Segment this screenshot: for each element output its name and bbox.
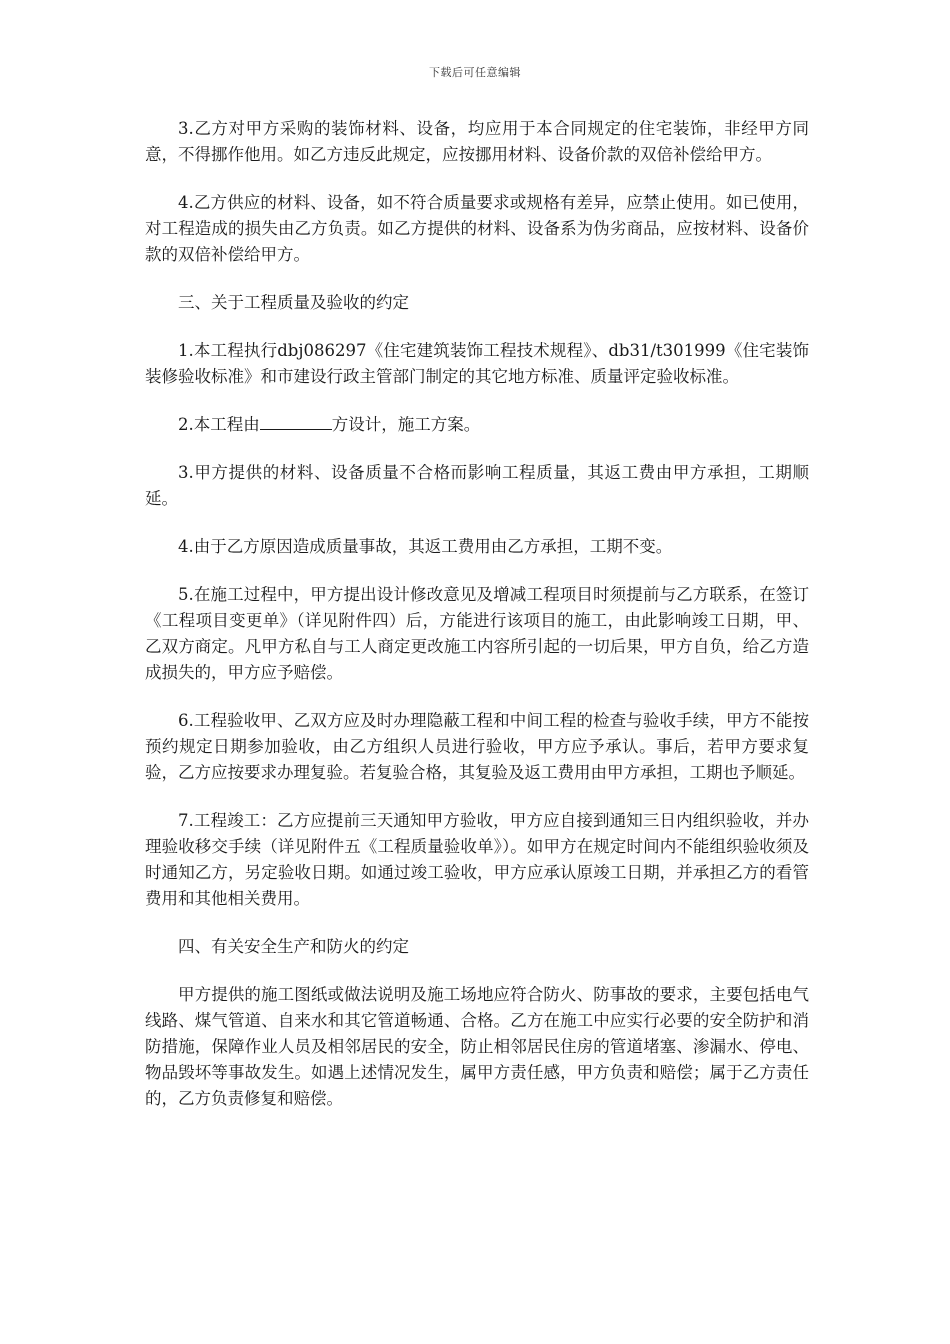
item-2-text-before: 2.本工程由 xyxy=(178,415,260,434)
section-3-item-6: 6.工程验收甲、乙双方应及时办理隐蔽工程和中间工程的检查与验收手续，甲方不能按预约规定日期参加验收，由乙方组织人员进行验收，甲方应予承认。事后，若甲方要求复验，乙方应按要求办理复验。若复验合格，其复验及返工费用由甲方承担，工期也予顺延。 xyxy=(145,711,809,782)
section-3-item-2 xyxy=(145,412,809,438)
paragraph-materials-4: 4.乙方供应的材料、设备，如不符合质量要求或规格有差异，应禁止使用。如已使用，对工程造成的损失由乙方负责。如乙方提供的材料、设备系为伪劣商品，应按材料、设备价款的双倍补偿给甲方。 xyxy=(145,193,809,264)
paragraph-materials-3: 3.乙方对甲方采购的装饰材料、设备，均应用于本合同规定的住宅装饰，非经甲方同意，不得挪作他用。如乙方违反此规定，应按挪用材料、设备价款的双倍补偿给甲方。 xyxy=(145,119,809,164)
fill-in-blank xyxy=(260,415,332,430)
section-3-item-5: 5.在施工过程中，甲方提出设计修改意见及增减工程项目时须提前与乙方联系，在签订《工程项目变更单》（详见附件四）后，方能进行该项目的施工，由此影响竣工日期，甲、乙双方商定。凡甲方私自与工人商定更改施工内容所引起的一切后果，甲方自负，给乙方造成损失的，甲方应予赔偿。 xyxy=(145,585,809,682)
section-4-body: 甲方提供的施工图纸或做法说明及施工场地应符合防火、防事故的要求，主要包括电气线路、煤气管道、自来水和其它管道畅通、合格。乙方在施工中应实行必要的安全防护和消防措施，保障作业人员及相邻居民的安全，防止相邻居民住房的管道堵塞、渗漏水、停电、物品毁坏等事故发生。如遇上述情况发生，属甲方责任感，甲方负责和赔偿；属于乙方责任的，乙方负责修复和赔偿。 xyxy=(145,985,809,1108)
section-3-item-7: 7.工程竣工：乙方应提前三天通知甲方验收，甲方应自接到通知三日内组织验收，并办理验收移交手续（详见附件五《工程质量验收单》）。如甲方在规定时间内不能组织验收须及时通知乙方，另定验收日期。如通过竣工验收，甲方应承认原竣工日期，并承担乙方的看管费用和其他相关费用。 xyxy=(145,811,809,908)
item-2-text-after: 方设计，施工方案。 xyxy=(331,415,481,434)
section-3-item-3: 3.甲方提供的材料、设备质量不合格而影响工程质量，其返工费由甲方承担，工期顺延。 xyxy=(145,463,809,508)
section-4-heading: 四、有关安全生产和防火的约定 xyxy=(178,937,409,956)
section-3-item-4: 4.由于乙方原因造成质量事故，其返工费用由乙方承担，工期不变。 xyxy=(178,537,673,556)
page-header-note: 下载后可任意编辑 xyxy=(429,66,521,79)
document-body xyxy=(145,116,809,1134)
section-3-item-1: 1.本工程执行dbj086297《住宅建筑装饰工程技术规程》、db31/t301999《住宅装饰装修验收标准》和市建设行政主管部门制定的其它地方标准、质量评定验收标准。 xyxy=(145,341,809,386)
section-3-heading: 三、关于工程质量及验收的约定 xyxy=(178,293,409,312)
